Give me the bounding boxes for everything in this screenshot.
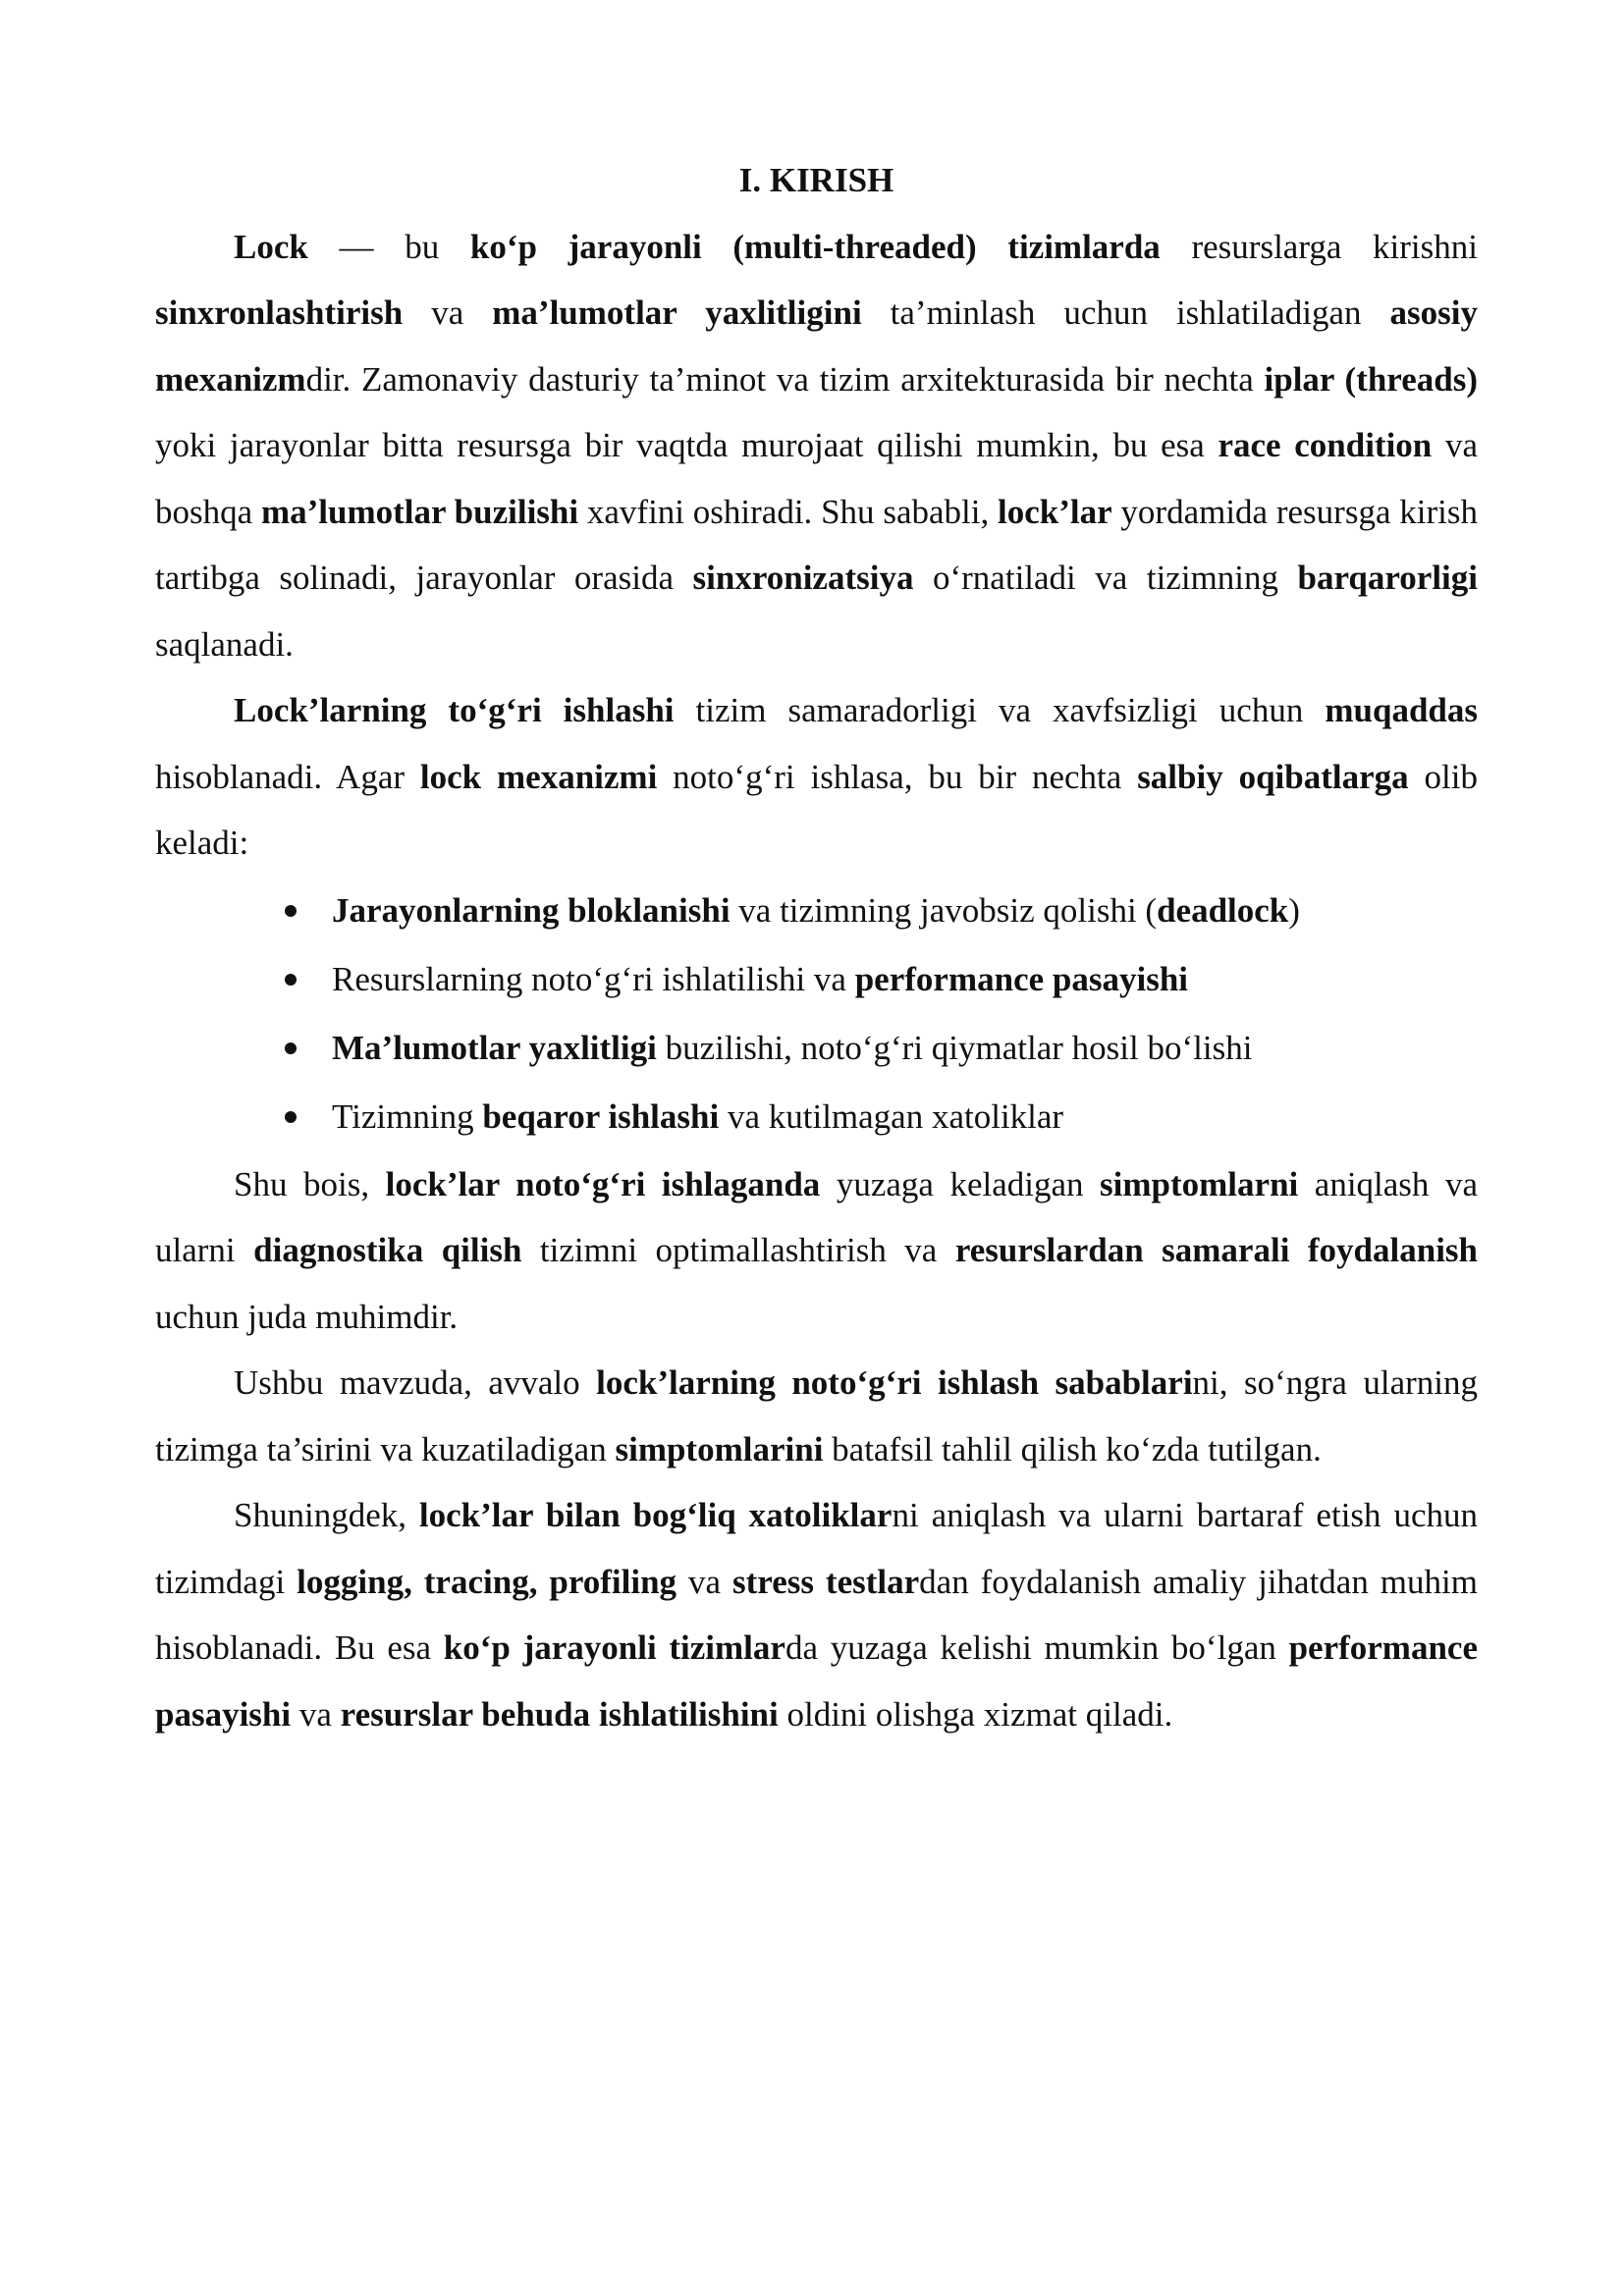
bold-term: stress testlar: [732, 1562, 920, 1601]
bold-term: Lock: [234, 227, 308, 266]
text-run: tizimni optimallashtirish va: [521, 1231, 955, 1269]
section-heading: I. KIRISH: [738, 161, 894, 199]
list-item: [283, 1014, 1478, 1083]
bold-term: iplar (threads): [1264, 359, 1478, 399]
bold-term: asosiy mexanizm: [155, 294, 1478, 399]
text-run: Tizimning: [332, 1096, 483, 1136]
text-run: va tizimning javobsiz qolishi (: [730, 890, 1158, 930]
consequences-list: [155, 877, 1478, 1151]
text-run: da yuzaga kelishi mumkin bo‘lgan: [785, 1629, 1289, 1667]
text-run: Shuningdek,: [234, 1496, 419, 1534]
text-run: Ushbu mavzuda, avvalo: [234, 1363, 597, 1402]
text-run: tizim samaradorligi va xavfsizligi uchun: [674, 691, 1326, 729]
bold-term: beqaror ishlashi: [482, 1096, 720, 1136]
bold-term: lock’lar: [998, 492, 1112, 531]
text-run: va: [677, 1562, 733, 1601]
bold-term: sinxronlashtirish: [155, 294, 404, 332]
text-run: Resurslarning noto‘g‘ri ishlatilishi va: [332, 959, 855, 998]
tools-paragraph: [155, 1482, 1478, 1747]
bold-term: resurslar behuda ishlatilishini: [340, 1694, 779, 1734]
bold-term: lock’larning noto‘g‘ri ishlash sabablari: [596, 1363, 1193, 1402]
text-run: xavfini oshiradi. Shu sababli,: [578, 492, 998, 531]
bold-term: simptomlarini: [615, 1429, 824, 1468]
topic-paragraph: [155, 1350, 1478, 1482]
bold-term: deadlock: [1157, 890, 1289, 930]
consequences-paragraph: [155, 677, 1478, 877]
bold-term: lock mexanizmi: [419, 757, 658, 796]
text-run: Shu bois,: [234, 1164, 386, 1203]
list-item: [283, 1083, 1478, 1151]
text-run: oldini olishga xizmat qiladi.: [778, 1694, 1173, 1734]
bold-term: Lock’larning to‘g‘ri ishlashi: [234, 691, 675, 729]
text-run: dan foydalanish amaliy jihatdan muhim hisoblanadi. Bu esa: [155, 1562, 1478, 1667]
text-run: yoki jarayonlar bitta resursga bir vaqtda murojaat qilishi mumkin, bu esa: [155, 426, 1218, 464]
bold-term: ko‘p jarayonli (multi-threaded) tizimlarda: [469, 227, 1161, 266]
bold-term: lock’lar noto‘g‘ri ishlaganda: [385, 1164, 821, 1203]
bold-term: sinxronizatsiya: [692, 559, 914, 597]
bold-term: ko‘p jarayonli tizimlar: [443, 1629, 785, 1667]
text-run: hisoblanadi. Agar: [155, 757, 420, 796]
bold-term: ma’lumotlar yaxlitligini: [492, 294, 862, 332]
bold-term: ma’lumotlar buzilishi: [260, 492, 579, 531]
bullet-icon: [285, 1042, 297, 1054]
text-run: noto‘g‘ri ishlasa, bu bir nechta: [657, 757, 1138, 796]
text-run: saqlanadi.: [155, 624, 294, 664]
text-run: yuzaga keladigan: [820, 1164, 1101, 1203]
text-run: ni, so‘ngra ularning tizimga ta’sirini va kuzatiladigan: [155, 1363, 1478, 1468]
text-run: va boshqa: [155, 426, 1478, 531]
bold-term: Ma’lumotlar yaxlitligi: [332, 1028, 657, 1067]
text-run: va: [403, 294, 493, 332]
intro-paragraph: [155, 214, 1478, 678]
text-run: olib keladi:: [155, 757, 1478, 862]
text-run: yordamida resursga kirish tartibga solinadi, jarayonlar orasida: [155, 492, 1478, 597]
text-run: batafsil tahlil qilish ko‘zda tutilgan.: [823, 1429, 1322, 1468]
bold-term: Jarayonlarning bloklanishi: [332, 890, 731, 930]
text-run: ta’minlash uchun ishlatiladigan: [861, 294, 1390, 332]
bold-term: race condition: [1218, 426, 1433, 464]
bold-term: lock’lar bilan bog‘liq xatoliklar: [418, 1496, 893, 1534]
bullet-icon: [285, 974, 297, 986]
bold-term: diagnostika qilish: [253, 1231, 522, 1269]
bold-term: performance pasayishi: [155, 1629, 1478, 1734]
text-run: dir. Zamonaviy dasturiy ta’minot va tizim arxitekturasida bir nechta: [305, 359, 1265, 399]
text-run: buzilishi, noto‘g‘ri qiymatlar hosil bo‘lishi: [656, 1028, 1253, 1067]
diagnostics-paragraph: [155, 1151, 1478, 1351]
text-run: o‘rnatiladi va tizimning: [913, 559, 1298, 597]
document-page: [155, 147, 1478, 1747]
text-run: va: [291, 1694, 341, 1734]
bold-term: resurslardan samarali foydalanish: [954, 1231, 1479, 1269]
text-run: — bu: [307, 227, 470, 266]
text-run: resurslarga kirishni: [1160, 227, 1479, 266]
bullet-icon: [285, 905, 297, 917]
bold-term: barqarorligi: [1297, 559, 1478, 597]
bold-term: logging, tracing, profiling: [297, 1562, 677, 1601]
bullet-icon: [285, 1111, 297, 1123]
list-item: [283, 945, 1478, 1014]
bold-term: performance pasayishi: [854, 959, 1189, 998]
text-run: ): [1288, 890, 1300, 930]
text-run: ni aniqlash va ularni bartaraf etish uchun tizimdagi: [155, 1496, 1478, 1601]
text-run: uchun juda muhimdir.: [155, 1297, 459, 1336]
list-item: [283, 877, 1478, 945]
text-run: va kutilmagan xatoliklar: [719, 1096, 1064, 1136]
bold-term: salbiy oqibatlarga: [1137, 757, 1409, 796]
bold-term: muqaddas: [1325, 691, 1478, 729]
text-run: aniqlash va ularni: [155, 1164, 1478, 1269]
bold-term: simptomlarni: [1100, 1164, 1299, 1203]
